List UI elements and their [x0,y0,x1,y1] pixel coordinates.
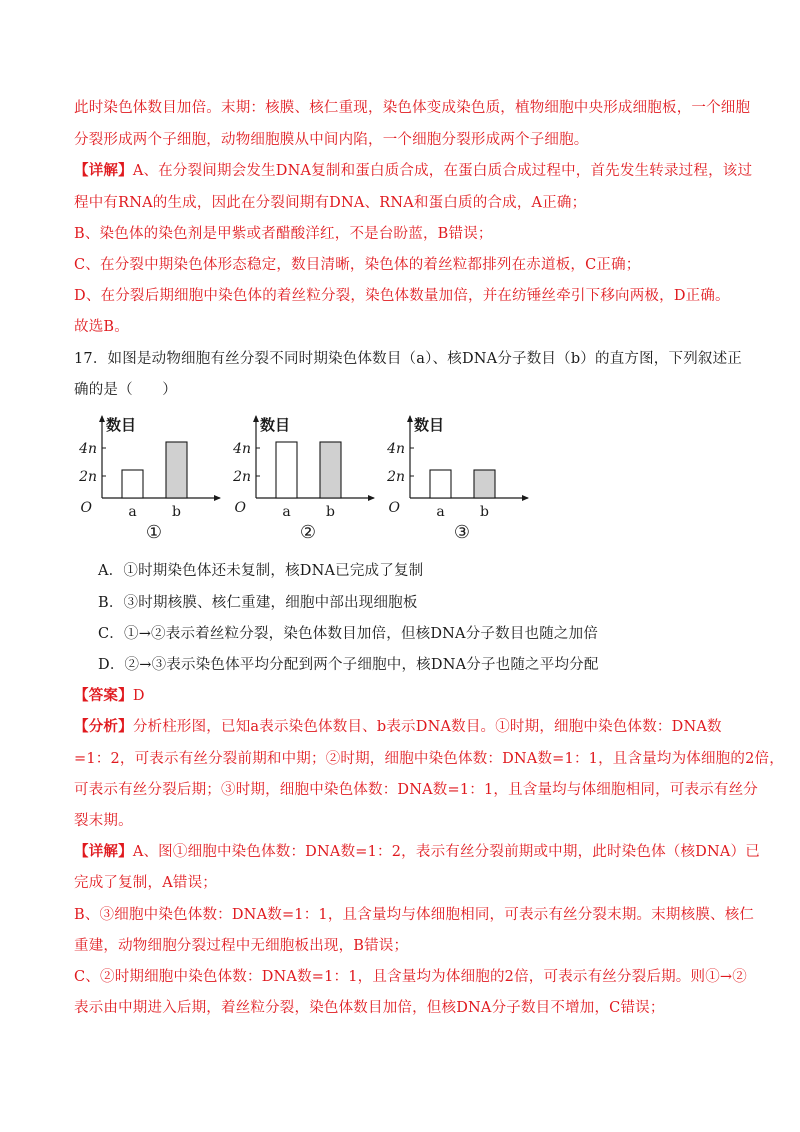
y-axis-label: 数目 [260,416,291,434]
bar-chart-3 [386,408,526,543]
text-line: D、在分裂后期细胞中染色体的着丝粒分裂，染色体数量加倍，并在纺锤丝牵引下移向两极，D正确。 [74,288,730,304]
answer-line [74,686,734,706]
text-line: 此时染色体数目加倍。末期：核膜、核仁重现，染色体变成染色质，植物细胞中央形成细胞板，一个细胞 [74,100,751,116]
chart-caption: ② [299,522,317,543]
analysis-line-1 [74,717,734,737]
y-tick-label-2n: 2n [79,469,97,485]
analysis-text: 分析柱形图，已知a表示染色体数目、b表示DNA数目。①时期，细胞中染色体数：DNA数 [132,719,722,735]
x-tick-label-b: b [326,504,335,520]
chart-caption: ③ [453,522,471,543]
text-line: 分裂形成两个子细胞，动物细胞膜从中间内陷，一个细胞分裂形成两个子细胞。 [74,132,589,148]
bar-chart-svg [78,408,218,543]
question-stem-cont: 确的是（ ） [74,382,177,398]
x-tick-label-a: a [128,504,137,520]
x-axis-arrow [522,495,529,501]
x-tick-label-b: b [172,504,181,520]
option-b: B．③时期核膜、核仁重建，细胞中部出现细胞板 [98,595,418,611]
x-axis-arrow [368,495,375,501]
bar-b [320,442,341,498]
text-line: B、染色体的染色剂是甲紫或者醋酸洋红，不是台盼蓝，B错误； [74,226,493,242]
y-axis-label: 数目 [414,416,445,434]
y-tick-label-4n: 4n [387,441,405,457]
option-d: D．②→③表示染色体平均分配到两个子细胞中，核DNA分子也随之平均分配 [98,657,599,673]
x-axis-arrow [214,495,221,501]
chart-caption: ① [145,522,163,543]
y-axis-arrow [407,415,413,422]
x-tick-label-a: a [282,504,291,520]
text-line: 裂末期。 [74,813,133,829]
y-tick-label-2n: 2n [233,469,251,485]
y-tick-label-2n: 2n [387,469,405,485]
bar-chart-svg [386,408,526,543]
bar-b [166,442,187,498]
text-line: C、在分裂中期染色体形态稳定，数目清晰，染色体的着丝粒都排列在赤道板，C正确； [74,257,641,273]
detail-tag: 【详解】 [74,162,133,179]
origin-label: O [388,500,400,516]
origin-label: O [80,500,92,516]
bar-chart-svg [232,408,372,543]
question-stem: 17．如图是动物细胞有丝分裂不同时期染色体数目（a）、核DNA分子数目（b）的直方图，下列叙述正 [74,351,743,367]
text-line: 程中有RNA的生成，因此在分裂间期有DNA、RNA和蛋白质的合成，A正确； [74,195,587,211]
x-tick-label-a: a [436,504,445,520]
y-axis-arrow [253,415,259,422]
x-tick-label-b: b [480,504,489,520]
text-line: 重建，动物细胞分裂过程中无细胞板出现，B错误； [74,938,409,954]
text-line: B、③细胞中染色体数：DNA数=1：1，且含量均与体细胞相同，可表示有丝分裂末期。末期核膜、核仁 [74,907,755,923]
answer-value: D [132,688,145,704]
bar-a [276,442,297,498]
analysis-tag: 【分析】 [74,718,133,735]
bar-a [430,470,451,498]
y-tick-label-4n: 4n [233,441,251,457]
bar-b [474,470,495,498]
origin-label: O [234,500,246,516]
text-line: 可表示有丝分裂后期；③时期，细胞中染色体数：DNA数=1：1，且含量均与体细胞相同，可表示有丝分 [74,782,758,798]
text-line: C、②时期细胞中染色体数：DNA数=1：1，且含量均为体细胞的2倍，可表示有丝分裂后期。则①→② [74,969,747,985]
y-axis-label: 数目 [106,416,137,434]
detail-line-1 [74,161,753,181]
detail-text: A、在分裂间期会发生DNA复制和蛋白质合成，在蛋白质合成过程中，首先发生转录过程，该过 [132,163,753,179]
text-line: 完成了复制，A错误； [74,875,217,891]
detail-line-1 [74,842,760,862]
option-c: C．①→②表示着丝粒分裂，染色体数目加倍，但核DNA分子数目也随之加倍 [98,626,599,642]
bar-a [122,470,143,498]
y-axis-arrow [99,415,105,422]
y-tick-label-4n: 4n [79,441,97,457]
text-line: 故选B。 [74,319,129,335]
answer-tag: 【答案】 [74,687,133,704]
text-line: =1：2，可表示有丝分裂前期和中期；②时期，细胞中染色体数：DNA数=1：1，且含量均为体细胞的2倍， [74,751,784,767]
detail-text: A、图①细胞中染色体数：DNA数=1：2，表示有丝分裂前期或中期，此时染色体（核DNA）已 [132,844,760,860]
text-line: 表示由中期进入后期，着丝粒分裂，染色体数目加倍，但核DNA分子数目不增加，C错误； [74,1000,665,1016]
bar-chart-1 [78,408,218,543]
option-a: A．①时期染色体还未复制，核DNA已完成了复制 [98,563,424,579]
detail-tag: 【详解】 [74,843,133,860]
bar-chart-2 [232,408,372,543]
